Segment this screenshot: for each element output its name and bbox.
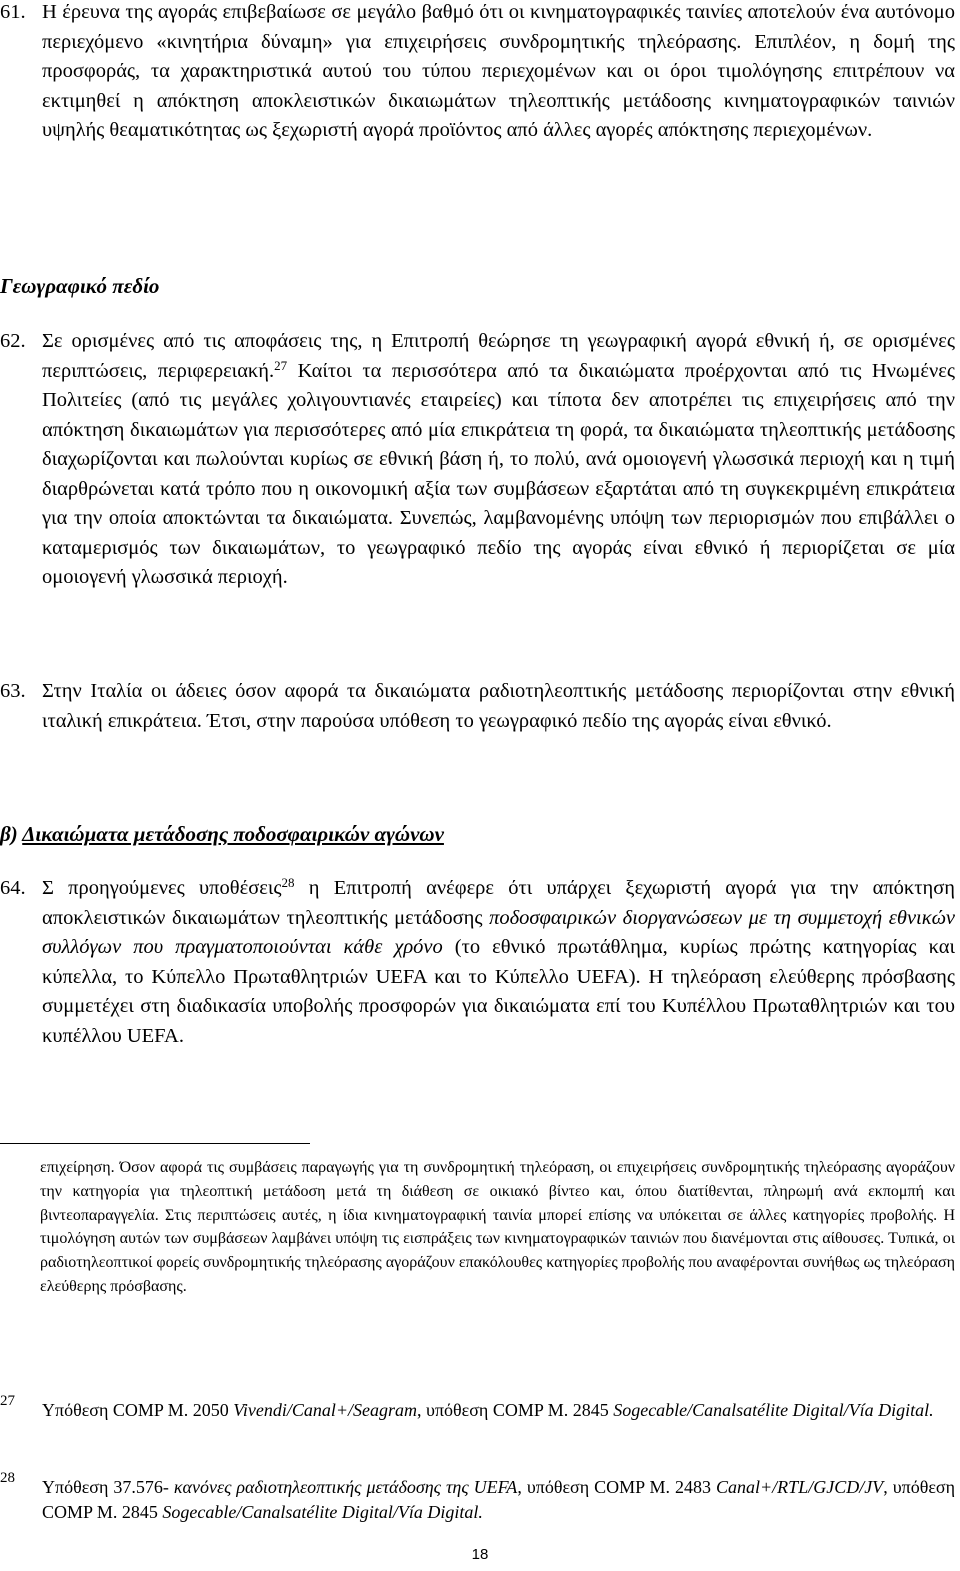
section-heading-football-rights bbox=[0, 819, 444, 849]
heading-title: Δικαιώματα μετάδοσης ποδοσφαιρικών αγώνων bbox=[22, 822, 444, 846]
footnote-text bbox=[42, 1475, 955, 1525]
italic-segment: Sogecable/Canalsatélite Digital/Vía Digital. bbox=[613, 1400, 934, 1420]
text-segment: Σε ορισμένες από τις αποφάσεις της, η Επιτροπή θεώρησε τη γεωγραφική αγορά εθνική ή, σε ορισμένες περιπτώσεις, περιφερειακή. bbox=[42, 330, 955, 382]
paragraph-63 bbox=[0, 677, 955, 736]
text-segment: , υπόθεση COMP M. 2845 bbox=[42, 1477, 955, 1522]
text-segment: (το εθνικό πρωτάθλημα, κυρίως πρώτης κατηγορίας και κύπελλα, το Κύπελλο Πρωταθλητριών UEFA και το Κύπελλο UEFA). Η τηλεόραση ελεύθερης πρόσβασης συμμετέχει στη διαδικασία υποβολής προσφορών για δικαιώματα επί του Κυπέλλου Πρωταθλητριών και του κυπέλλου UEFA. bbox=[42, 936, 955, 1047]
paragraph-number: 64. bbox=[0, 877, 26, 899]
italic-segment: κανόνες ραδιοτηλεοπτικής μετάδοσης της UEFA bbox=[173, 1477, 518, 1497]
paragraph-text bbox=[42, 874, 955, 1051]
heading-prefix: β) bbox=[0, 822, 23, 846]
paragraph-text bbox=[42, 327, 955, 593]
paragraph-text: Η έρευνα της αγοράς επιβεβαίωσε σε μεγάλο βαθμό ότι οι κινηματογραφικές ταινίες αποτελούν ένα αυτόνομο περιεχόμενο «κινητήρια δύναμη» για επιχειρήσεις συνδρομητικής τηλεόρασης. Επιπλέον, η δομή της προσφοράς, τα χαρακτηριστικά αυτού του τύπου περιεχομένων και οι όροι τιμολόγησης επιτρέπουν να εκτιμηθεί η απόκτηση αποκλειστικών δικαιωμάτων τηλεοπτικής μετάδοσης κινηματογραφικών ταινιών υψηλής θεαματικότητας ως ξεχωριστή αγορά προϊόντος από άλλες αγορές απόκτησης περιεχομένων. bbox=[42, 1, 955, 141]
italic-segment: Sogecable/Canalsatélite Digital/Vía Digital. bbox=[162, 1502, 483, 1522]
footnote-text bbox=[42, 1398, 955, 1423]
footnote-continuation: επιχείρηση. Όσον αφορά τις συμβάσεις παραγωγής για τη συνδρομητική τηλεόραση, οι επιχειρήσεις συνδρομητικής τηλεόρασης αγοράζουν την κατηγορία για τηλεοπτική μετάδοση μετά τη διάθεση σε οικιακό βίντεο και, όπου διατίθενται, πληρωμή ανά εκπομπή και βιντεοπαραγγελία. Στις περιπτώσεις αυτές, η ίδια κινηματογραφική ταινία μπορεί επίσης να υπόκειται σε άλλες κατηγορίες προβολής. Η τιμολόγηση αυτών των συμβάσεων λαμβάνει υπόψη τις εισπράξεις των κινηματογραφικών ταινιών που διανέμονται στις αίθουσες. Τυπικά, οι ραδιοτηλεοπτικοί φορείς συνδρομητικής τηλεόρασης αγοράζουν επακόλουθες κατηγορίες προβολής που αναφέρονται συνήθως ως τηλεόραση ελεύθερης πρόσβασης. bbox=[40, 1159, 955, 1295]
paragraph-61 bbox=[0, 0, 955, 146]
text-segment: η Επιτροπή ανέφερε ότι υπάρχει ξεχωριστή αγορά για την απόκτηση αποκλειστικών δικαιωμάτων τηλεοπτικής μετάδοσης bbox=[42, 877, 955, 929]
text-segment: Υπόθεση COMP M. 2050 bbox=[42, 1400, 234, 1420]
text-segment: Σ προηγούμενες υποθέσεις bbox=[42, 877, 282, 899]
footnote-ref-27: 27 bbox=[274, 357, 288, 373]
text-segment: Υπόθεση 37.576- bbox=[42, 1477, 174, 1497]
footnote-27 bbox=[0, 1393, 955, 1423]
paragraph-number: 63. bbox=[0, 680, 26, 702]
paragraph-number: 62. bbox=[0, 330, 26, 352]
italic-segment: ποδοσφαιρικών διοργανώσεων με τη συμμετοχή εθνικών συλλόγων που πραγματοποιούνται κάθε χρόνο bbox=[42, 906, 955, 958]
text-segment: , υπόθεση COMP M. 2483 bbox=[517, 1477, 717, 1497]
text-segment: , υπόθεση COMP M. 2845 bbox=[417, 1400, 614, 1420]
footnote-separator bbox=[0, 1143, 310, 1144]
italic-segment: Vivendi/Canal+/Seagram bbox=[233, 1400, 418, 1420]
page-number: 18 bbox=[471, 1546, 489, 1563]
footnote-number: 28 bbox=[0, 1470, 15, 1486]
paragraph-text: Στην Ιταλία οι άδειες όσον αφορά τα δικαιώματα ραδιοτηλεοπτικής μετάδοσης περιορίζονται στην εθνική ιταλική επικράτεια. Έτσι, στην παρούσα υπόθεση το γεωγραφικό πεδίο της αγοράς είναι εθνικό. bbox=[42, 680, 955, 732]
paragraph-62 bbox=[0, 327, 955, 593]
footnote-ref-28: 28 bbox=[281, 875, 295, 890]
footnote-28 bbox=[0, 1470, 955, 1525]
footnote-number: 27 bbox=[0, 1393, 15, 1409]
paragraph-number: 61. bbox=[0, 1, 26, 23]
paragraph-64 bbox=[0, 874, 955, 1051]
section-heading-geographic-scope: Γεωγραφικό πεδίο bbox=[0, 274, 160, 298]
text-segment: Καίτοι τα περισσότερα από τα δικαιώματα προέρχονται από τις Ηνωμένες Πολιτείες (από τις μεγάλες χολιγουντιανές εταιρείες) και τίποτα δεν αποτρέπει τις επιχειρήσεις από την απόκτηση δικαιωμάτων για περισσότερες από μία επικράτεια τη φορά, τα δικαιώματα τηλεοπτικής μετάδοσης διαχωρίζονται και πωλούνται κυρίως σε εθνική βάση ή, το πολύ, ανά ομοιογενή γλωσσικά περιοχή και η τιμή διαρθρώνεται κατά τρόπο που η οικονομική αξία των συμβάσεων εξαρτάται από τη συγκεκριμένη επικράτεια για την οποία αποκτώνται τα δικαιώματα. Συνεπώς, λαμβανομένης υπόψη των περιορισμών που επιβάλλει ο καταμερισμός των δικαιωμάτων, το γεωγραφικό πεδίο της αγοράς είναι εθνικό ή περιορίζεται σε μία ομοιογενή γλωσσικά περιοχή. bbox=[42, 359, 955, 588]
italic-segment: Canal+/RTL/GJCD/JV bbox=[716, 1477, 884, 1497]
